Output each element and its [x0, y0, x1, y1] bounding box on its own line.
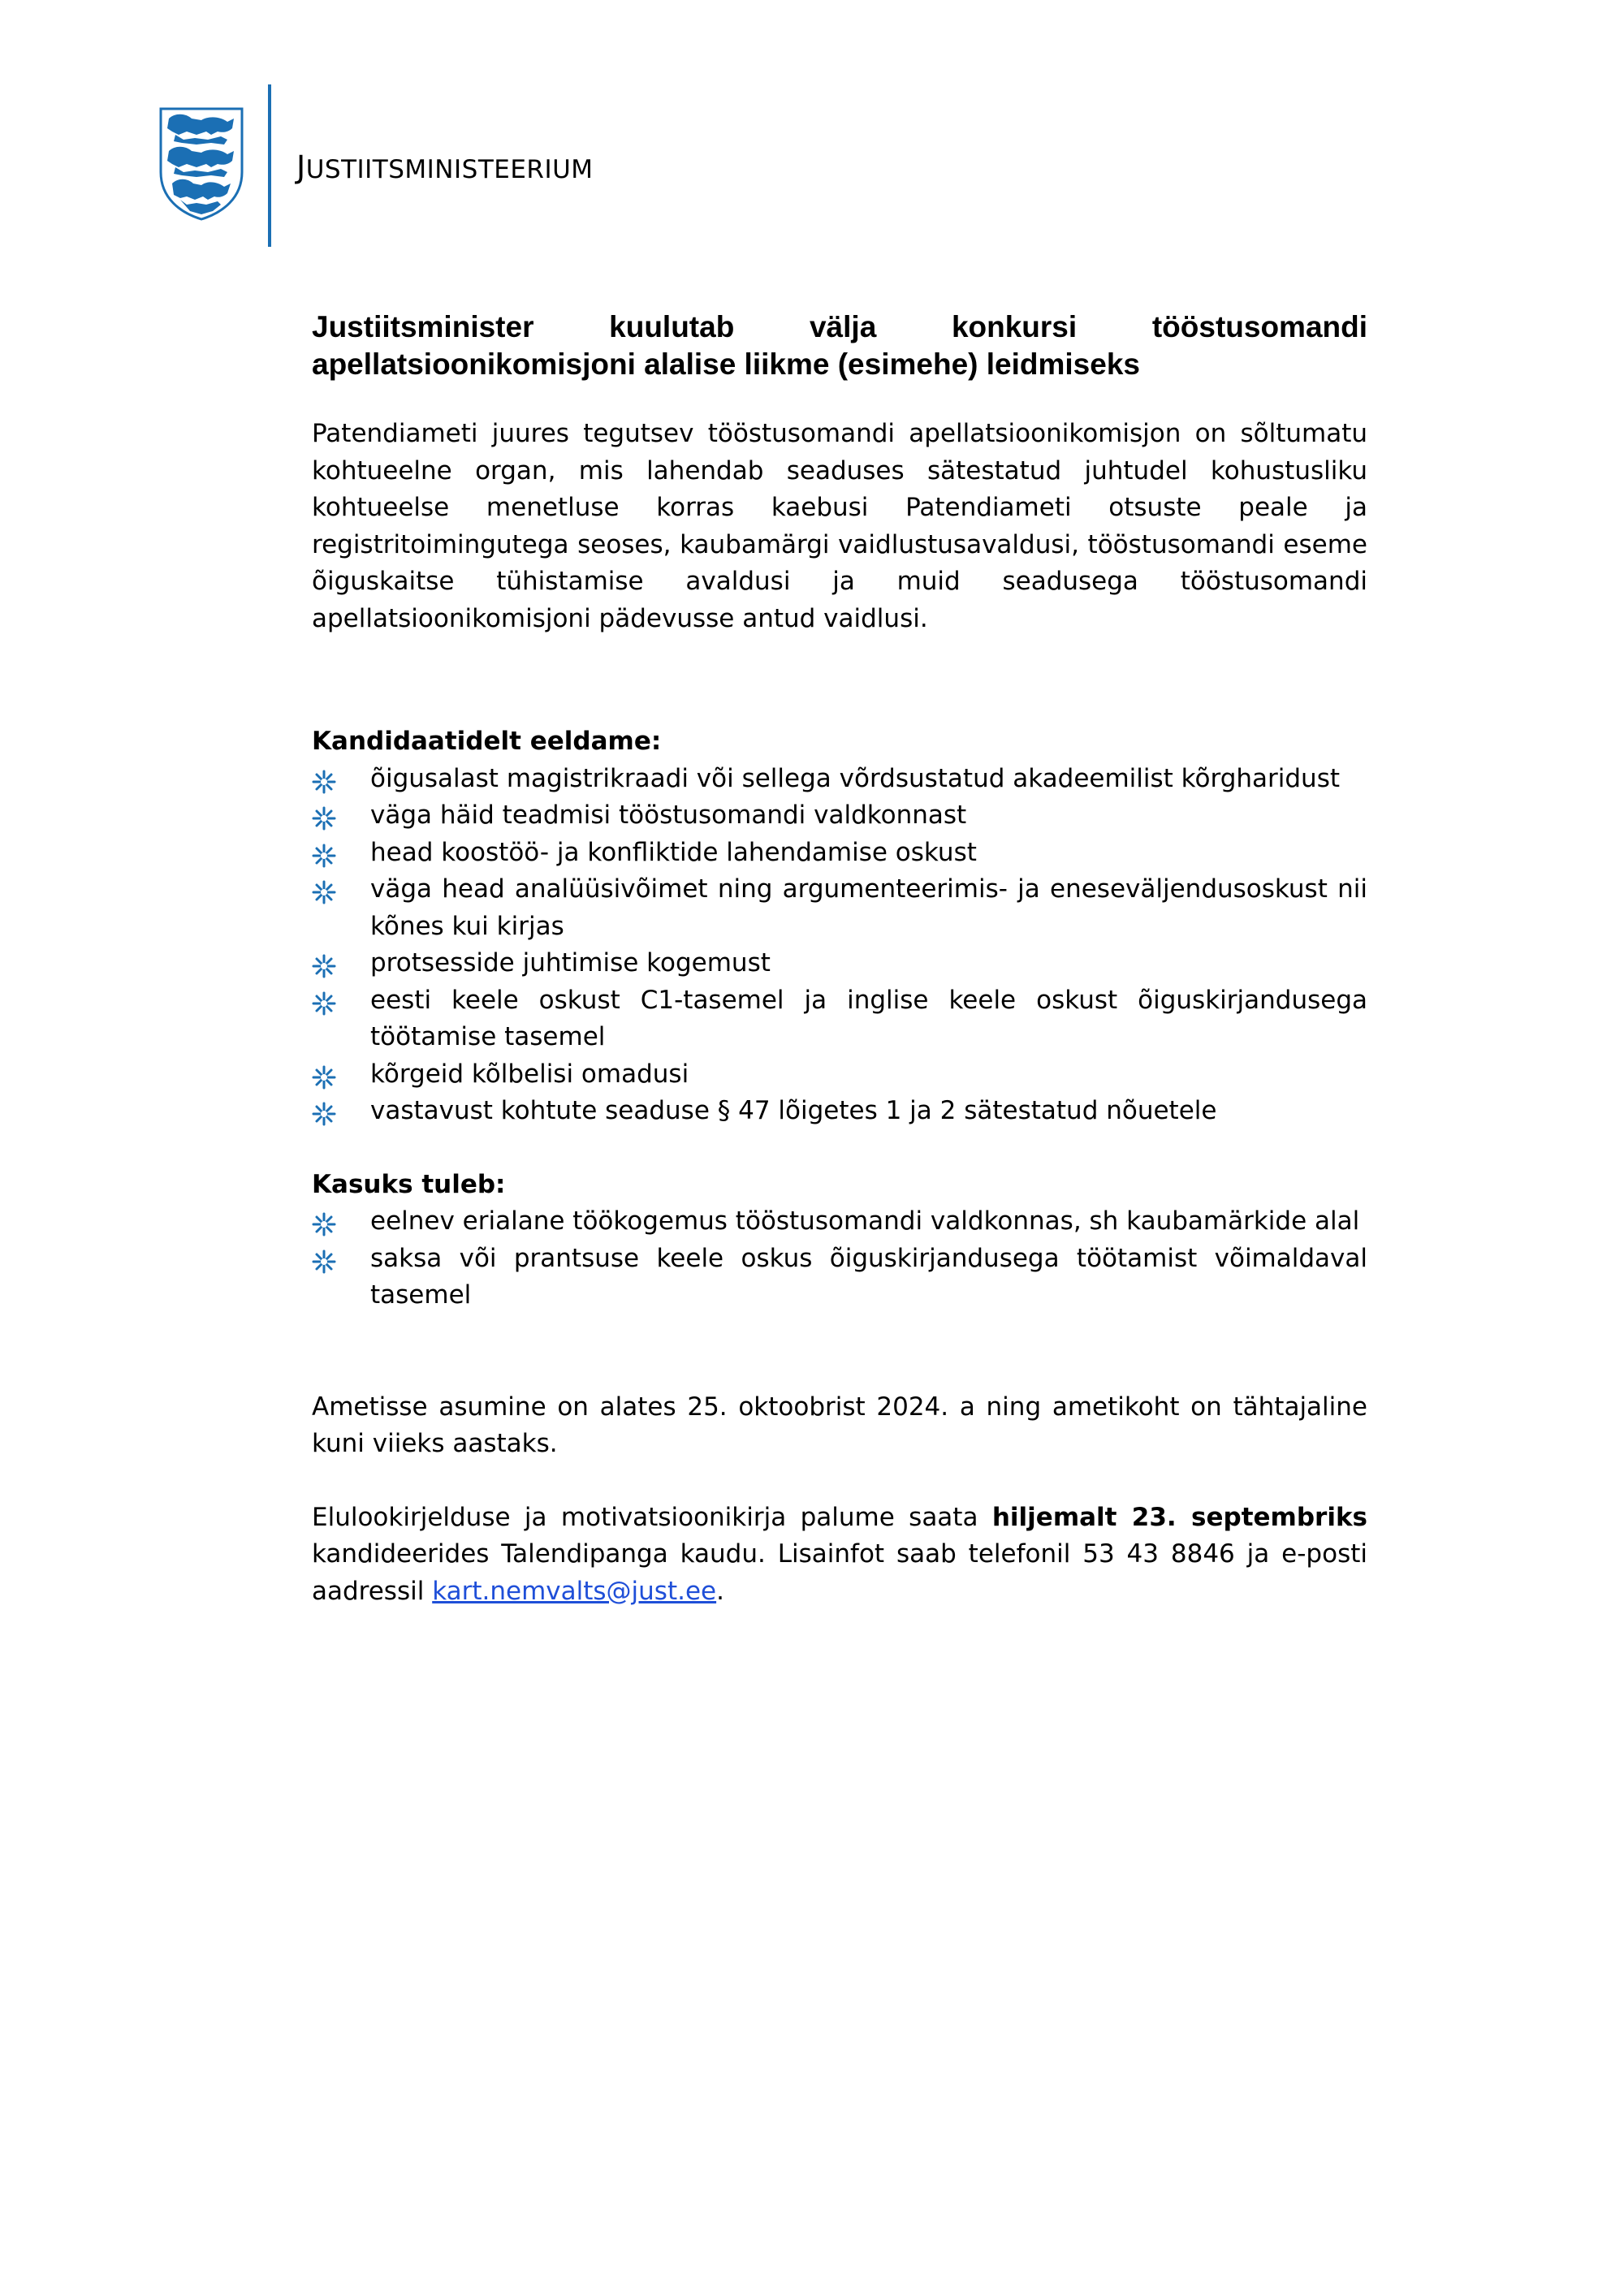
list-item-text: väga häid teadmisi tööstusomandi valdkonnast [370, 801, 967, 830]
list-item-text: protsesside juhtimise kogemust [370, 948, 771, 978]
list-item-text: eelnev erialane töökogemus tööstusomandi valdkonnas, sh kaubamärkide alal [370, 1206, 1360, 1236]
snowflake-bullet-icon [312, 990, 336, 1014]
advantages-heading: Kasuks tuleb: [312, 1169, 506, 1199]
requirements-list [312, 761, 1367, 1130]
intro-paragraph: Patendiameti juures tegutsev tööstusomandi apellatsioonikomisjon on sõltumatu kohtueelne organ, mis lahendab seaduses sätestatud juhtudel kohustusliku kohtueelse menetluse korras kaebusi Patendiameti otsuste peale ja registritoimingutega seoses, kaubamärgi vaidlustusavaldusi, tööstusomandi eseme õiguskaitse tühistamise avaldusi ja muid seadusega tööstusomandi apellatsioonikomisjoni pädevusse antud vaidlusi. [312, 419, 1367, 633]
ministry-name-initial: J [296, 149, 306, 185]
list-item-text: head koostöö- ja konfliktide lahendamise oskust [370, 837, 977, 867]
list-item [312, 761, 1367, 798]
application-text-1: Elulookirjelduse ja motivatsioonikirja palume saata [312, 1502, 992, 1532]
document-title [312, 309, 1367, 383]
document-title-line-2: apellatsioonikomisjoni alalise liikme (esimehe) leidmiseks [312, 347, 1140, 381]
ministry-name-rest: USTIITSMINISTEERIUM [305, 155, 594, 184]
snowflake-bullet-icon [312, 842, 336, 866]
application-paragraph [312, 1500, 1367, 1611]
snowflake-bullet-icon [312, 768, 336, 792]
snowflake-bullet-icon [312, 952, 336, 977]
snowflake-bullet-icon [312, 1064, 336, 1088]
list-item [312, 945, 1367, 982]
coat-of-arms-logo [159, 107, 244, 221]
list-item [312, 1056, 1367, 1094]
snowflake-bullet-icon [312, 1248, 336, 1272]
advantages-list [312, 1203, 1367, 1314]
list-item [312, 1241, 1367, 1314]
list-item-text: saksa või prantsuse keele oskus õiguskirjandusega töötamist võimaldaval tasemel [370, 1243, 1367, 1310]
contact-email-link[interactable]: kart.nemvalts@just.ee [432, 1576, 717, 1606]
application-deadline: hiljemalt 23. septembriks [991, 1502, 1368, 1532]
ministry-name [296, 149, 594, 185]
requirements-heading: Kandidaatidelt eeldame: [312, 727, 662, 756]
snowflake-bullet-icon [312, 1100, 336, 1124]
application-text-end: . [716, 1576, 724, 1606]
start-date-paragraph: Ametisse asumine on alates 25. oktoobrist 2024. a ning ametikoht on tähtajaline kuni viieks aastaks. [312, 1392, 1367, 1458]
list-item-text: kõrgeid kõlbelisi omadusi [370, 1059, 689, 1089]
snowflake-bullet-icon [312, 805, 336, 829]
snowflake-bullet-icon [312, 878, 336, 903]
header-divider [268, 84, 271, 247]
list-item-text: vastavust kohtute seaduse § 47 lõigetes 1 ja 2 sätestatud nõuetele [370, 1096, 1217, 1125]
three-lions-icon [159, 107, 244, 221]
snowflake-bullet-icon [312, 1211, 336, 1235]
document-body [312, 309, 1367, 1610]
list-item [312, 871, 1367, 945]
list-item [312, 982, 1367, 1056]
list-item-text: väga head analüüsivõimet ning argumenteerimis- ja eneseväljendusoskust nii kõnes kui kirjas [370, 874, 1367, 941]
application-text-2: kandideerides Talendipanga kaudu. Lisainfot saab telefonil 53 43 8846 ja e-posti aadressil [312, 1539, 1367, 1606]
list-item [312, 797, 1367, 835]
list-item-text: eesti keele oskust C1-tasemel ja inglise keele oskust õiguskirjandusega töötamise tasemel [370, 985, 1367, 1051]
list-item [312, 1093, 1367, 1130]
list-item-text: õigusalast magistrikraadi või sellega võrdsustatud akadeemilist kõrgharidust [370, 763, 1340, 793]
list-item [312, 835, 1367, 872]
list-item [312, 1203, 1367, 1241]
document-title-line-1: Justiitsminister kuulutab välja konkursi tööstusomandi [312, 310, 1367, 343]
